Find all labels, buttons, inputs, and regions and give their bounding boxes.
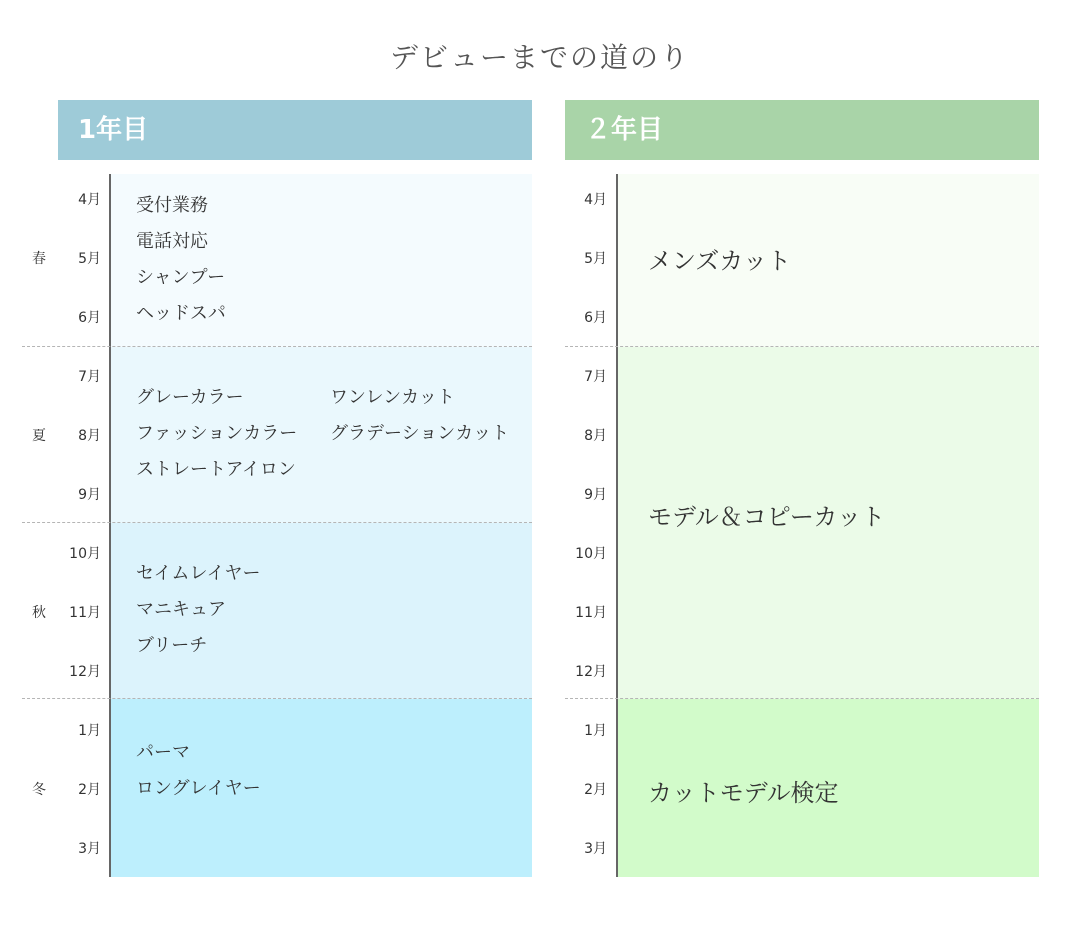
skill-item: シャンプー (136, 267, 226, 288)
year2-month-label: 1月 (584, 723, 607, 739)
year2-timeline-line (616, 174, 618, 877)
year2-header: ２年目 (565, 100, 1039, 160)
year1-divider (22, 522, 532, 523)
year1-month-label: 12月 (69, 664, 101, 680)
season-autumn: 秋 (32, 605, 46, 621)
year1-month-label: 3月 (78, 841, 101, 857)
skill-item: ファッションカラー (136, 423, 298, 444)
year1-autumn-items (136, 556, 261, 664)
year2-month-label: 7月 (584, 369, 607, 385)
year1-month-label: 4月 (78, 192, 101, 208)
year2-month-label: 9月 (584, 487, 607, 503)
skill-item: ブリーチ (136, 635, 208, 656)
year1-month-label: 6月 (78, 310, 101, 326)
year1-month-label: 9月 (78, 487, 101, 503)
year1-summer-items-col1 (136, 380, 297, 488)
year1-divider (22, 346, 532, 347)
year1-header: 1年目 (58, 100, 532, 160)
season-spring: 春 (32, 251, 46, 267)
year2-month-label: 11月 (575, 605, 607, 621)
year1-timeline-line (109, 174, 111, 877)
year2-divider (565, 698, 1039, 699)
season-winter: 冬 (32, 782, 46, 798)
year1-divider (22, 698, 532, 699)
year1-month-label: 5月 (78, 251, 101, 267)
skill-item: グレーカラー (136, 387, 244, 408)
year2-month-label: 6月 (584, 310, 607, 326)
skill-item: マニキュア (136, 599, 226, 620)
year1-month-label: 10月 (69, 546, 101, 562)
year1-summer-items-col2 (330, 380, 509, 452)
year1-winter-items (136, 735, 261, 807)
page-title: デビューまでの道のり (389, 41, 690, 74)
year2-summer-autumn-label: モデル＆コピーカット (648, 503, 886, 531)
year2-spring-label: メンズカット (648, 247, 792, 275)
skill-item: ロングレイヤー (136, 778, 261, 799)
year1-month-label: 1月 (78, 723, 101, 739)
skill-item: 受付業務 (136, 195, 208, 216)
year2-month-label: 8月 (584, 428, 607, 444)
skill-item: ヘッドスパ (136, 303, 226, 324)
skill-item: ストレートアイロン (136, 459, 296, 480)
year2-month-label: 4月 (584, 192, 607, 208)
year1-month-label: 11月 (69, 605, 101, 621)
skill-item: 電話対応 (136, 231, 208, 252)
year1-spring-items (136, 188, 226, 332)
year2-winter-label: カットモデル検定 (648, 779, 839, 807)
year1-month-label: 2月 (78, 782, 101, 798)
skill-item: グラデーションカット (330, 423, 510, 444)
skill-item: ワンレンカット (330, 387, 455, 408)
year2-month-label: 2月 (584, 782, 607, 798)
year1-month-label: 8月 (78, 428, 101, 444)
season-summer: 夏 (32, 428, 46, 444)
year2-month-label: 3月 (584, 841, 607, 857)
skill-item: パーマ (136, 742, 190, 763)
year2-divider (565, 346, 1039, 347)
year1-month-label: 7月 (78, 369, 101, 385)
year2-month-label: 10月 (575, 546, 607, 562)
year2-month-label: 12月 (575, 664, 607, 680)
year2-month-label: 5月 (584, 251, 607, 267)
skill-item: セイムレイヤー (136, 563, 261, 584)
